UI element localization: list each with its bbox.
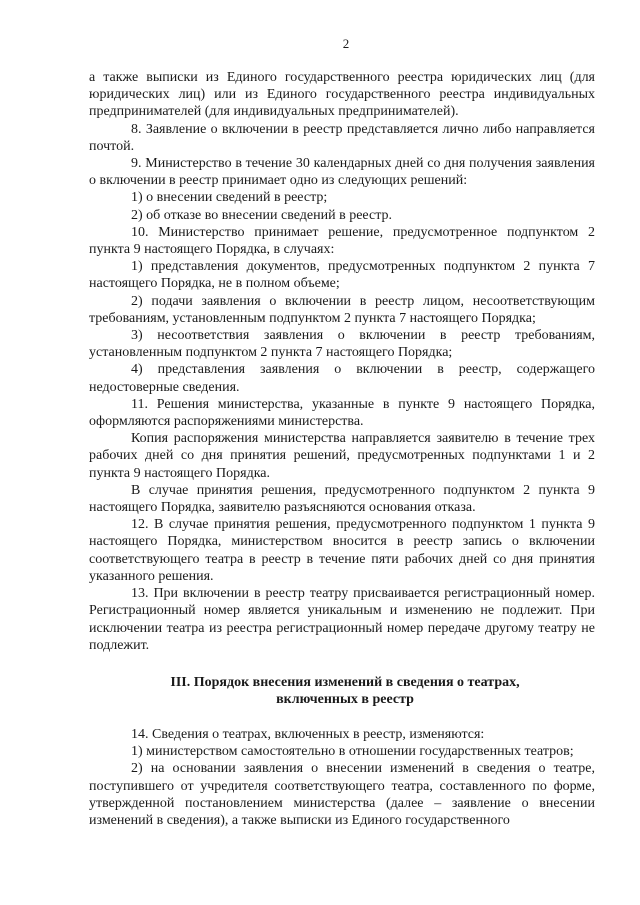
page-number: 2 xyxy=(342,36,350,51)
paragraph-item-14: 14. Сведения о театрах, включенных в реестр, изменяются: xyxy=(131,726,485,742)
paragraph-subitem: 1) представления документов, предусмотренных подпунктом 2 пункта 7 настоящего Порядка, не в полном объеме; xyxy=(89,259,595,292)
section-heading xyxy=(89,674,595,708)
paragraph-subitem: 3) несоответствия заявления о включении в реестр требованиям, установленным подпунктом 2 пункта 7 настоящего Порядка; xyxy=(89,328,595,361)
paragraph-subitem: 2) на основании заявления о внесении изменений в сведения о театре, поступившего от учредителя соответствующего театра, составленного по форме, утвержденной постановлением министерства (далее – заявление о внесении изменений в сведения), а также выписки из Единого государственного xyxy=(89,761,595,828)
paragraph-subitem: 4) представления заявления о включении в реестр, содержащего недостоверные сведения. xyxy=(89,362,595,395)
section-heading-line: III. Порядок внесения изменений в сведения о театрах, xyxy=(170,674,520,690)
document-body xyxy=(89,69,595,654)
paragraph: Копия распоряжения министерства направляется заявителю в течение трех рабочих дней со дня принятия решений, предусмотренных подпунктами 1 и 2 пункта 9 настоящего Порядка. xyxy=(89,431,595,481)
paragraph-item-8: 8. Заявление о включении в реестр представляется лично либо направляется почтой. xyxy=(89,121,595,154)
paragraph-continuation: а также выписки из Единого государственного реестра юридических лиц (для юридических лиц) или из Единого государственного реестра индивидуальных предпринимателей (для индивидуальных предпринимателей). xyxy=(89,70,595,120)
paragraph-item-13: 13. При включении в реестр театру присваивается регистрационный номер. Регистрационный номер является уникальным и изменению не подлежит. При исключении театра из реестра регистрационный номер передаче другому театру не подлежит. xyxy=(89,586,595,653)
paragraph-subitem: 2) об отказе во внесении сведений в реестр. xyxy=(131,207,392,223)
section-heading-line: включенных в реестр xyxy=(276,691,414,707)
document-body-section-3 xyxy=(89,726,595,829)
paragraph-subitem: 2) подачи заявления о включении в реестр лицом, несоответствующим требованиям, установленным подпунктом 2 пункта 7 настоящего Порядка; xyxy=(89,293,595,326)
paragraph-subitem: 1) министерством самостоятельно в отношении государственных театров; xyxy=(131,744,574,760)
paragraph-item-11: 11. Решения министерства, указанные в пункте 9 настоящего Порядка, оформляются распоряжениями министерства. xyxy=(89,396,595,430)
paragraph: В случае принятия решения, предусмотренного подпунктом 2 пункта 9 настоящего Порядка, заявителю разъясняются основания отказа. xyxy=(89,482,595,516)
paragraph-item-10: 10. Министерство принимает решение, предусмотренное подпунктом 2 пункта 9 настоящего Порядка, в случаях: xyxy=(89,224,595,258)
paragraph-subitem: 1) о внесении сведений в реестр; xyxy=(131,190,328,206)
paragraph-item-12: 12. В случае принятия решения, предусмотренного подпунктом 1 пункта 9 настоящего Порядка, министерством вносится в реестр запись о включении соответствующего театра в реестр в течение пяти рабочих дней со дня принятия указанного решения. xyxy=(89,517,595,584)
paragraph-item-9: 9. Министерство в течение 30 календарных дней со дня получения заявления о включении в реестр принимает одно из следующих решений: xyxy=(89,156,595,189)
